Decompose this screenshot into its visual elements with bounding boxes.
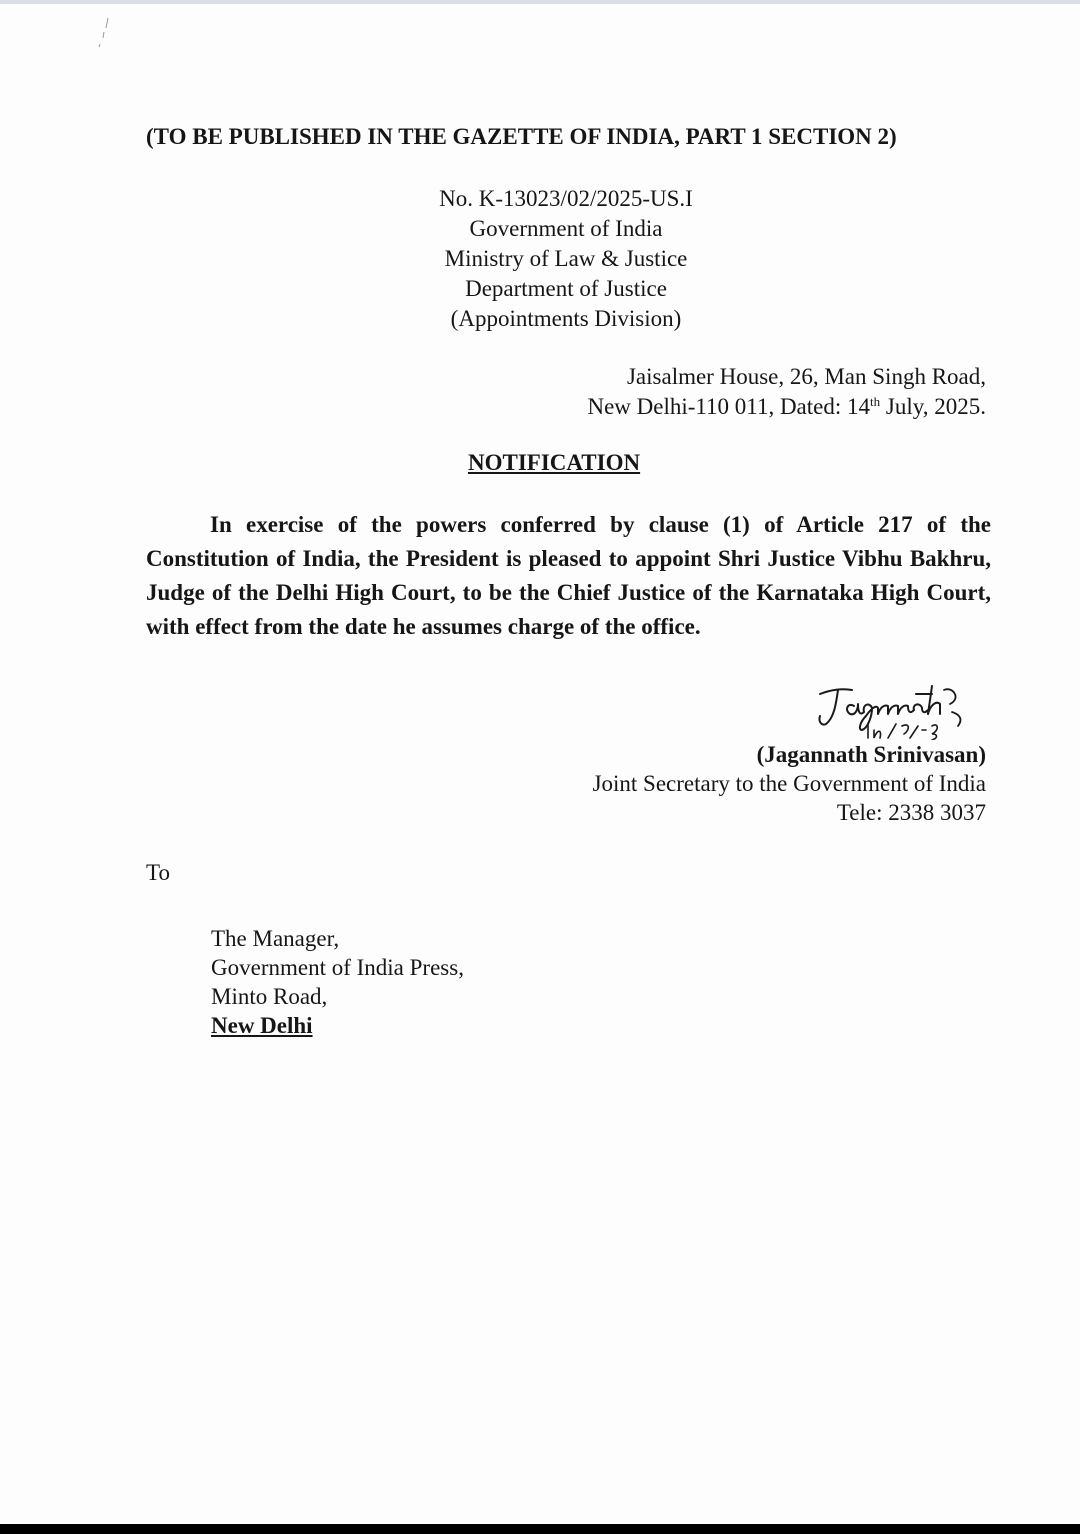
signer-name: (Jagannath Srinivasan) — [756, 742, 986, 767]
department-name: Department of Justice — [465, 276, 667, 301]
to-label: To — [146, 860, 170, 885]
government-name: Government of India — [469, 216, 663, 241]
address-date-prefix: New Delhi-110 011, Dated: 14 — [587, 394, 871, 419]
notification-body: In exercise of the powers conferred by clause (1) of Article 217 of the Constitution of India, the President is pleased to appoint Shri Justice Vibhu Bakhru, Judge of the Delhi High Court, to be the Chief Justice of the Karnataka High Court, with effect from the date he assumes charge of the office. — [146, 512, 991, 639]
address-date-suffix: July, 2025. — [880, 394, 986, 419]
address-block — [587, 362, 986, 422]
notification-heading: NOTIFICATION — [468, 450, 641, 475]
handwritten-signature — [812, 668, 992, 740]
ministry-name: Ministry of Law & Justice — [444, 246, 688, 271]
recipient-line-3: Minto Road, — [211, 984, 328, 1009]
recipient-city: New Delhi — [211, 1013, 313, 1038]
recipient-address — [211, 924, 464, 1040]
gazette-publication-line: (TO BE PUBLISHED IN THE GAZETTE OF INDIA, PART 1 SECTION 2) — [146, 124, 897, 149]
date-ordinal: th — [870, 394, 881, 409]
recipient-line-2: Government of India Press, — [211, 955, 464, 980]
address-line-1: Jaisalmer House, 26, Man Singh Road, — [626, 364, 986, 389]
bottom-edge — [0, 1524, 1080, 1534]
file-number: No. K-13023/02/2025-US.I — [439, 186, 693, 211]
division-name: (Appointments Division) — [450, 306, 682, 331]
address-line-2 — [587, 392, 986, 422]
letterhead — [360, 184, 772, 334]
signer-telephone: Tele: 2338 3037 — [836, 800, 986, 825]
signer-designation: Joint Secretary to the Government of India — [592, 771, 986, 796]
recipient-line-1: The Manager, — [211, 926, 340, 951]
top-edge — [0, 0, 1080, 4]
scan-speck — [96, 14, 116, 50]
signature-block — [593, 740, 986, 827]
